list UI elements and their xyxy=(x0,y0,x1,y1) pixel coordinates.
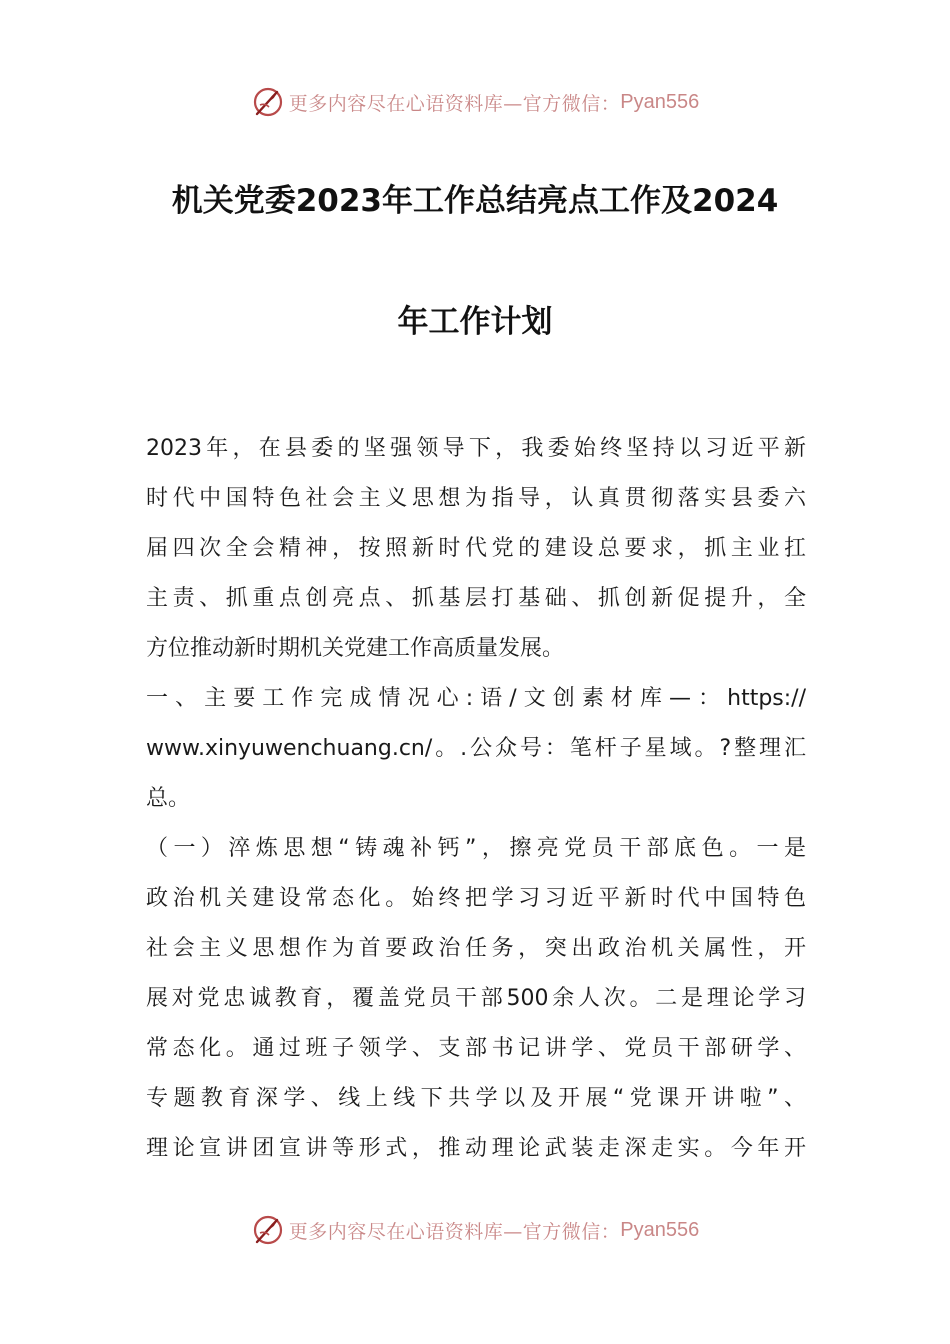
quill-logo-icon xyxy=(251,1213,285,1247)
paragraph-line: 时代中国特色社会主义思想为指导，认真贯彻落实县委六 xyxy=(146,486,806,511)
watermark-wechat-id: Pyan556 xyxy=(620,90,700,113)
watermark-text: 更多内容尽在心语资料库—官方微信： xyxy=(288,1220,621,1243)
paragraph-line: 展对党忠诚教育，覆盖党员干部500余人次。二是理论学习 xyxy=(146,986,806,1011)
section-heading-line: www.xinyuwenchuang.cn/。.公众号：笔杆子星域。?整理汇 xyxy=(146,736,806,761)
watermark-text: 更多内容尽在心语资料库—官方微信： xyxy=(288,92,621,115)
paragraph-line: 2023年，在县委的坚强领导下，我委始终坚持以习近平新 xyxy=(146,436,806,461)
footer-watermark xyxy=(0,1210,950,1250)
document-body xyxy=(146,424,806,1174)
paragraph-line: 社会主义思想作为首要政治任务，突出政治机关属性，开 xyxy=(146,936,806,961)
paragraph-line: 届四次全会精神，按照新时代党的建设总要求，抓主业扛 xyxy=(146,536,806,561)
quill-logo-icon xyxy=(251,85,285,119)
watermark-wechat-id: Pyan556 xyxy=(620,1218,700,1241)
paragraph-line: 主责、抓重点创亮点、抓基层打基础、抓创新促提升，全 xyxy=(146,586,806,611)
paragraph-line: 常态化。通过班子领学、支部书记讲学、党员干部研学、 xyxy=(146,1036,806,1061)
paragraph-line: 方位推动新时期机关党建工作高质量发展。 xyxy=(146,636,565,661)
paragraph-line: 理论宣讲团宣讲等形式，推动理论武装走深走实。今年开 xyxy=(146,1136,806,1161)
header-watermark xyxy=(0,82,950,122)
document-title-line-1: 机关党委2023年工作总结亮点工作及2024 xyxy=(171,183,779,219)
document-title-line-2: 年工作计划 xyxy=(397,304,553,340)
paragraph-line: 专题教育深学、线上线下共学以及开展“党课开讲啦”、 xyxy=(146,1086,806,1111)
paragraph-line: （一）淬炼思想“铸魂补钙”，擦亮党员干部底色。一是 xyxy=(146,836,806,861)
paragraph-line: 政治机关建设常态化。始终把学习习近平新时代中国特色 xyxy=(146,886,806,911)
section-heading-line: 一、主要工作完成情况心:语/文创素材库—：https:// xyxy=(146,686,806,711)
section-heading-line: 总。 xyxy=(146,786,191,811)
